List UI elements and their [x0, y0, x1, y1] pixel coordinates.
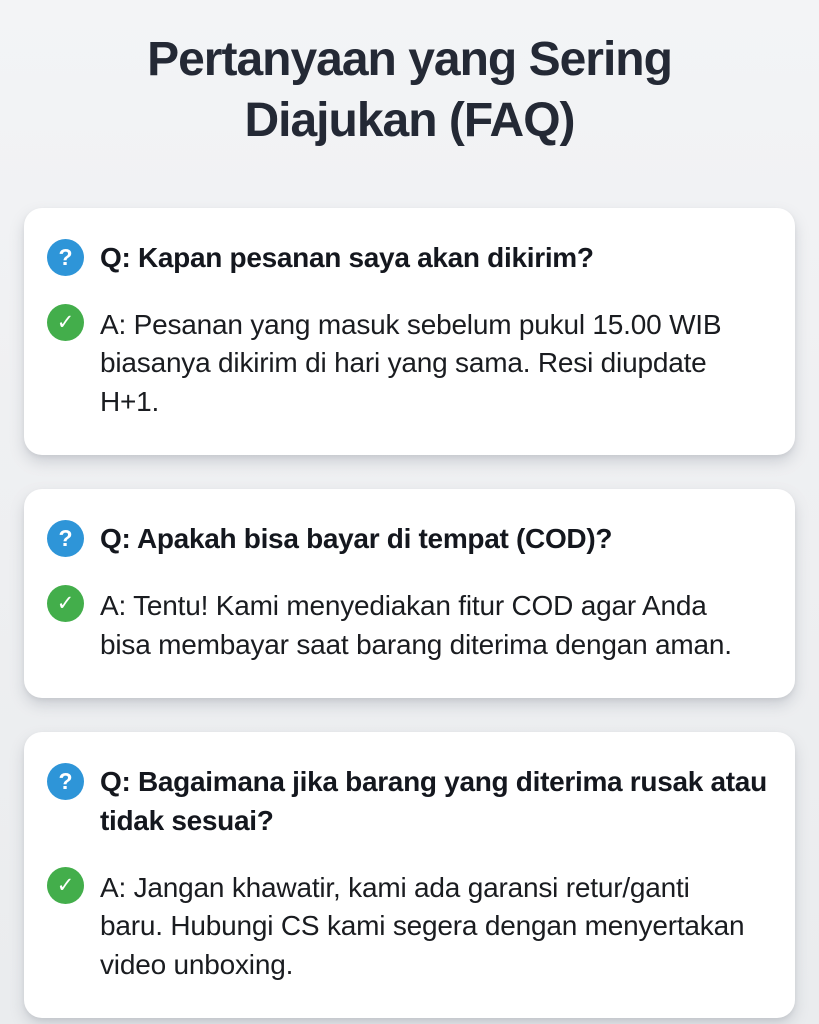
answer-row — [47, 585, 769, 664]
checkmark-icon: ✓ — [47, 867, 84, 904]
answer-text: A: Pesanan yang masuk sebelum pukul 15.00 WIB biasanya dikirim di hari yang sama. Resi diupdate H+1. — [100, 308, 722, 417]
answer-row — [47, 867, 769, 985]
checkmark-icon: ✓ — [47, 585, 84, 622]
faq-card — [24, 208, 795, 456]
question-mark-icon: ? — [47, 239, 84, 276]
question-text: Q: Kapan pesanan saya akan dikirim? — [100, 241, 594, 273]
question-row — [47, 762, 769, 840]
question-text: Q: Apakah bisa bayar di tempat (COD)? — [100, 523, 613, 555]
question-text: Q: Bagaimana jika barang yang diterima rusak atau tidak sesuai? — [100, 766, 767, 836]
question-row — [47, 238, 769, 278]
question-mark-icon: ? — [47, 520, 84, 557]
faq-card — [24, 732, 795, 1018]
answer-row — [47, 304, 769, 422]
page-title: Pertanyaan yang Sering Diajukan (FAQ) — [147, 33, 672, 147]
checkmark-icon: ✓ — [47, 304, 84, 341]
answer-text: A: Jangan khawatir, kami ada garansi retur/​ganti baru. Hubungi CS kami segera dengan menyertakan video unboxing. — [100, 871, 745, 980]
faq-card — [24, 489, 795, 698]
question-mark-icon: ? — [47, 763, 84, 800]
faq-card-list — [0, 208, 819, 1019]
answer-text: A: Tentu! Kami menyediakan fitur COD agar Anda bisa membayar saat barang diterima dengan aman. — [100, 590, 732, 660]
question-row — [47, 519, 769, 559]
